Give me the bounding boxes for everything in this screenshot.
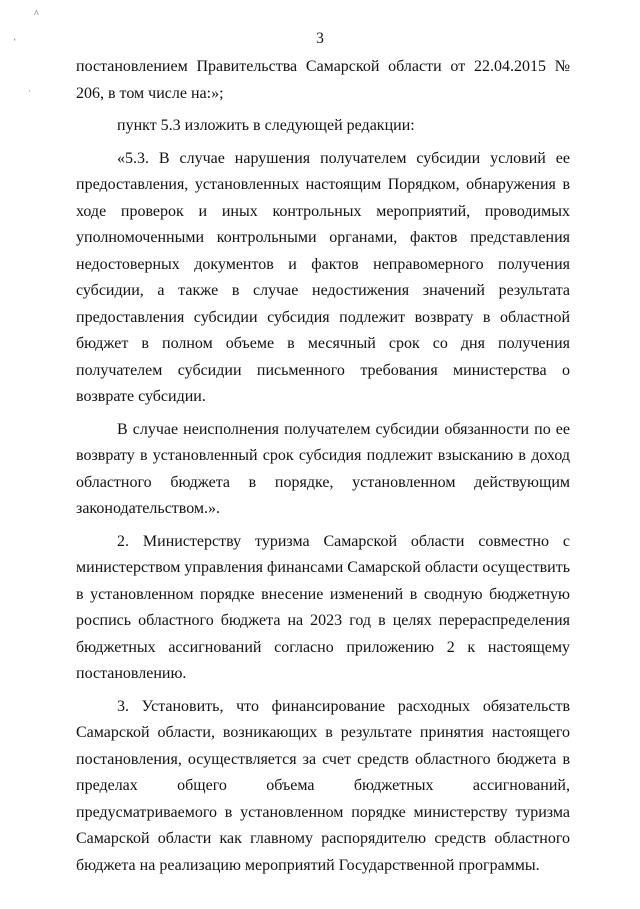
- paragraph-amendment-intro: пункт 5.3 изложить в следующей редакции:: [117, 117, 415, 134]
- paragraph-clause-5-3: «5.3. В случае нарушения получателем субсидии условий ее предоставления, установленных настоящим Порядком, обнаружения в ходе проверок и иных контрольных мероприятий, проводимых уполномоченными контрольными органами, фактов представления недостоверных документов и фактов неправомерного получения субсидии, а также в случае недостижения значений результата предоставления субсидии субсидия подлежит возврату в областной бюджет в полном объеме в месячный срок со дня получения получателем субсидии письменного требования министерства о возврате субсидии.: [76, 149, 570, 405]
- scan-artifact-mark: ^: [34, 9, 39, 20]
- paragraph-continuation: постановлением Правительства Самарской области от 22.04.2015 № 206, в том числе на:»;: [76, 58, 570, 102]
- paragraph-item-3: 3. Установить, что финансирование расходных обязательств Самарской области, возникающих в результате принятия настоящего постановления, осуществляется за счет средств областного бюджета в пределах общего объема бюджетных ассигнований, предусматриваемого в установленном порядке министерству туризма Самарской области как главному распорядителю средств областного бюджета на реализацию мероприятий Государственной программы.: [76, 697, 570, 874]
- scan-artifact-mark: ·: [28, 87, 31, 96]
- paragraph-clause-5-3-continued: В случае неисполнения получателем субсидии обязанности по ее возврату в установленный срок субсидия подлежит взысканию в доход областного бюджета в порядке, установленном действующим законодательством.».: [76, 420, 570, 517]
- document-body: [76, 54, 570, 879]
- paragraph-item-2: 2. Министерству туризма Самарской области совместно с министерством управления финансами Самарской области осуществить в установленном порядке внесение изменений в сводную бюджетную роспись областного бюджета на 2023 год в целях перераспределения бюджетных ассигнований согласно приложению 2 к настоящему постановлению.: [76, 532, 570, 682]
- scan-artifact-mark: ': [14, 37, 16, 47]
- page-number: 3: [316, 30, 324, 47]
